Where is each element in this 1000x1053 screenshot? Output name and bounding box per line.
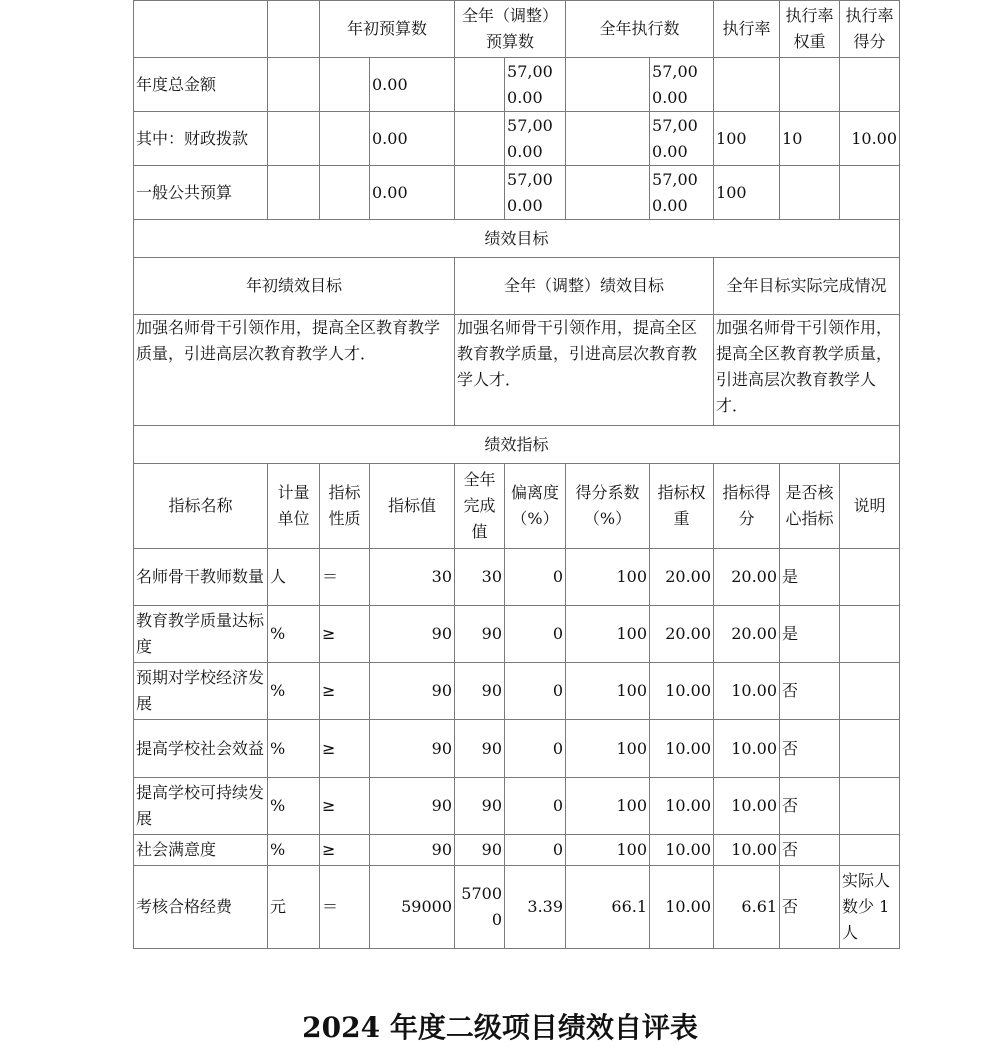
indicator-note: 实际人数少 1 人 xyxy=(840,866,900,949)
indicator-name: 提高学校社会效益 xyxy=(134,720,268,778)
budget-executed: 57,000.00 xyxy=(650,112,714,166)
budget-score xyxy=(840,166,900,220)
indicator-row xyxy=(134,835,900,866)
indicator-score: 10.00 xyxy=(714,835,780,866)
budget-header-row xyxy=(134,1,900,58)
indicator-core: 否 xyxy=(780,720,840,778)
goals-actual-header: 全年目标实际完成情况 xyxy=(714,258,900,315)
indicator-weight: 10.00 xyxy=(650,835,714,866)
goals-initial-text: 加强名师骨干引领作用，提高全区教育教学质量，引进高层次教育教学人才． xyxy=(134,315,455,426)
budget-row-label: 一般公共预算 xyxy=(134,166,268,220)
header-initial-budget: 年初预算数 xyxy=(320,1,455,58)
indicator-nature: ≥ xyxy=(320,720,370,778)
indicator-core: 是 xyxy=(780,606,840,663)
header-rate-score: 执行率得分 xyxy=(840,1,900,58)
empty-cell xyxy=(268,58,320,112)
indicator-core: 是 xyxy=(780,549,840,606)
indicator-nature: ＝ xyxy=(320,866,370,949)
budget-weight: 10 xyxy=(780,112,840,166)
goals-header-row xyxy=(134,258,900,315)
budget-executed: 57,000.00 xyxy=(650,58,714,112)
header-coefficient: 得分系数（%） xyxy=(566,464,650,549)
indicator-name: 社会满意度 xyxy=(134,835,268,866)
budget-row-label: 其中：财政拨款 xyxy=(134,112,268,166)
goals-section-title: 绩效目标 xyxy=(134,220,900,258)
indicator-actual: 90 xyxy=(455,663,505,720)
header-target: 指标值 xyxy=(370,464,455,549)
header-indicator-name: 指标名称 xyxy=(134,464,268,549)
indicator-row xyxy=(134,778,900,835)
budget-initial: 0.00 xyxy=(370,112,455,166)
indicator-weight: 10.00 xyxy=(650,778,714,835)
indicator-core: 否 xyxy=(780,663,840,720)
empty-cell xyxy=(455,112,505,166)
budget-row xyxy=(134,166,900,220)
indicator-score: 10.00 xyxy=(714,720,780,778)
empty-cell xyxy=(320,58,370,112)
budget-adjusted: 57,000.00 xyxy=(505,112,566,166)
indicator-coefficient: 100 xyxy=(566,606,650,663)
indicator-coefficient: 100 xyxy=(566,835,650,866)
indicator-target: 90 xyxy=(370,778,455,835)
budget-score: 10.00 xyxy=(840,112,900,166)
indicator-coefficient: 100 xyxy=(566,778,650,835)
budget-rate xyxy=(714,58,780,112)
indicator-note xyxy=(840,835,900,866)
indicator-deviation: 0 xyxy=(505,549,566,606)
header-deviation: 偏离度（%） xyxy=(505,464,566,549)
indicator-deviation: 0 xyxy=(505,663,566,720)
budget-rate: 100 xyxy=(714,112,780,166)
indicator-nature: ＝ xyxy=(320,549,370,606)
goals-section-row xyxy=(134,220,900,258)
indicator-coefficient: 100 xyxy=(566,549,650,606)
indicator-weight: 10.00 xyxy=(650,720,714,778)
indicator-actual: 90 xyxy=(455,720,505,778)
indicator-weight: 20.00 xyxy=(650,606,714,663)
indicator-score: 6.61 xyxy=(714,866,780,949)
indicator-row xyxy=(134,606,900,663)
indicator-unit: % xyxy=(268,720,320,778)
indicator-weight: 10.00 xyxy=(650,866,714,949)
empty-cell xyxy=(566,166,650,220)
budget-row xyxy=(134,112,900,166)
empty-cell xyxy=(566,58,650,112)
indicator-note xyxy=(840,720,900,778)
indicator-weight: 10.00 xyxy=(650,663,714,720)
indicator-target: 90 xyxy=(370,606,455,663)
indicator-unit: % xyxy=(268,663,320,720)
indicator-name: 提高学校可持续发展 xyxy=(134,778,268,835)
goals-content-row xyxy=(134,315,900,426)
budget-rate: 100 xyxy=(714,166,780,220)
budget-executed: 57,000.00 xyxy=(650,166,714,220)
header-nature: 指标性质 xyxy=(320,464,370,549)
goals-adjusted-header: 全年（调整）绩效目标 xyxy=(455,258,714,315)
indicator-nature: ≥ xyxy=(320,606,370,663)
indicator-actual: 57000 xyxy=(455,866,505,949)
performance-table xyxy=(133,0,900,949)
indicator-core: 否 xyxy=(780,866,840,949)
page-title: 2024 年度二级项目绩效自评表 xyxy=(302,1011,698,1044)
indicator-nature: ≥ xyxy=(320,663,370,720)
indicator-nature: ≥ xyxy=(320,835,370,866)
header-rate-weight: 执行率权重 xyxy=(780,1,840,58)
indicator-core: 否 xyxy=(780,778,840,835)
indicators-header-row xyxy=(134,464,900,549)
indicator-row xyxy=(134,549,900,606)
indicator-row xyxy=(134,866,900,949)
budget-row xyxy=(134,58,900,112)
indicator-unit: % xyxy=(268,606,320,663)
indicator-target: 90 xyxy=(370,663,455,720)
indicator-actual: 90 xyxy=(455,606,505,663)
empty-cell xyxy=(455,58,505,112)
empty-cell xyxy=(455,166,505,220)
indicator-name: 考核合格经费 xyxy=(134,866,268,949)
goals-actual-text: 加强名师骨干引领作用，提高全区教育教学质量，引进高层次教育教学人才． xyxy=(714,315,900,426)
budget-weight xyxy=(780,58,840,112)
indicators-section-title: 绩效指标 xyxy=(134,426,900,464)
indicator-deviation: 0 xyxy=(505,778,566,835)
empty-cell xyxy=(268,166,320,220)
budget-row-label: 年度总金额 xyxy=(134,58,268,112)
indicator-target: 59000 xyxy=(370,866,455,949)
indicator-core: 否 xyxy=(780,835,840,866)
budget-initial: 0.00 xyxy=(370,58,455,112)
indicator-score: 20.00 xyxy=(714,606,780,663)
indicator-score: 10.00 xyxy=(714,778,780,835)
header-weight: 指标权重 xyxy=(650,464,714,549)
budget-score xyxy=(840,58,900,112)
goals-initial-header: 年初绩效目标 xyxy=(134,258,455,315)
header-note: 说明 xyxy=(840,464,900,549)
indicator-weight: 20.00 xyxy=(650,549,714,606)
indicator-coefficient: 66.1 xyxy=(566,866,650,949)
header-adjusted-budget: 全年（调整）预算数 xyxy=(455,1,566,58)
indicator-note xyxy=(840,606,900,663)
indicator-unit: 人 xyxy=(268,549,320,606)
indicator-note xyxy=(840,663,900,720)
indicator-name: 教育教学质量达标度 xyxy=(134,606,268,663)
indicators-section-row xyxy=(134,426,900,464)
empty-cell xyxy=(566,112,650,166)
budget-adjusted: 57,000.00 xyxy=(505,166,566,220)
header-score: 指标得分 xyxy=(714,464,780,549)
indicator-nature: ≥ xyxy=(320,778,370,835)
header-execution-rate: 执行率 xyxy=(714,1,780,58)
indicator-note xyxy=(840,549,900,606)
empty-cell xyxy=(268,112,320,166)
indicator-actual: 30 xyxy=(455,549,505,606)
blank-header-cell xyxy=(134,1,268,58)
indicator-deviation: 0 xyxy=(505,606,566,663)
indicator-unit: % xyxy=(268,778,320,835)
indicator-name: 名师骨干教师数量 xyxy=(134,549,268,606)
indicator-coefficient: 100 xyxy=(566,663,650,720)
indicator-deviation: 0 xyxy=(505,720,566,778)
header-actual: 全年完成值 xyxy=(455,464,505,549)
indicator-target: 90 xyxy=(370,835,455,866)
indicator-target: 30 xyxy=(370,549,455,606)
blank-header-cell xyxy=(268,1,320,58)
empty-cell xyxy=(320,166,370,220)
header-core: 是否核心指标 xyxy=(780,464,840,549)
budget-weight xyxy=(780,166,840,220)
goals-adjusted-text: 加强名师骨干引领作用，提高全区教育教学质量，引进高层次教育教学人才． xyxy=(455,315,714,426)
indicator-name: 预期对学校经济发展 xyxy=(134,663,268,720)
indicator-unit: % xyxy=(268,835,320,866)
budget-initial: 0.00 xyxy=(370,166,455,220)
indicator-note xyxy=(840,778,900,835)
indicator-deviation: 3.39 xyxy=(505,866,566,949)
indicator-row xyxy=(134,720,900,778)
header-executed: 全年执行数 xyxy=(566,1,714,58)
header-unit: 计量单位 xyxy=(268,464,320,549)
indicator-deviation: 0 xyxy=(505,835,566,866)
indicator-row xyxy=(134,663,900,720)
indicator-unit: 元 xyxy=(268,866,320,949)
empty-cell xyxy=(320,112,370,166)
indicator-score: 10.00 xyxy=(714,663,780,720)
indicator-actual: 90 xyxy=(455,835,505,866)
budget-adjusted: 57,000.00 xyxy=(505,58,566,112)
indicator-score: 20.00 xyxy=(714,549,780,606)
indicator-coefficient: 100 xyxy=(566,720,650,778)
indicator-actual: 90 xyxy=(455,778,505,835)
indicator-target: 90 xyxy=(370,720,455,778)
